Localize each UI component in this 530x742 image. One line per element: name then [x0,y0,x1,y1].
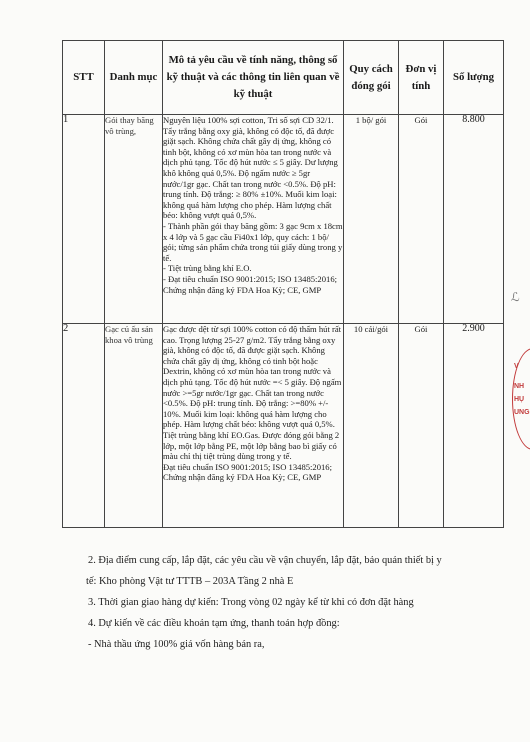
row-description: Gạc được dệt từ sợi 100% cotton có độ thấm hút rất cao. Trọng lượng 25-27 g/m2. Tẩy trắng bằng oxy già, không có độc tố, đã được giặt sạch. Không chứa chất gây dị ứng, không có tinh bột hoặc Dextrin, không có xơ mùn hòa tan trong nước và dịch phủ tạng. Tốc độ hút nước =< 5 giây. Độ ngấm nước >=5gr nước/1gr gạc. Chất tan trong nước <0.5%. Độ pH: trung tính. Độ trắng: >=80% +/- 10%. Muối kim loại: không quá hàm lượng cho phép. Hàm lượng chất béo: không vượt quá 0,5%. Tiệt trùng bằng khí EO.Gas. Được đóng gói bằng 2 lớp, một lớp bằng PE, một lớp bằng bao bì giấy có màu chỉ thị tiệt trùng dùng trong y tế. Đạt tiêu chuẩn ISO 9001:2015; ISO 13485:2016; Chứng nhận đăng ký FDA Hoa Kỳ; CE, GMP [163,324,344,528]
table-row [63,115,504,324]
row-unit: Gói [399,324,444,528]
header-packaging: Quy cách đóng gói [344,41,399,115]
row-quantity: 8.800 [444,115,504,324]
row-category: Gói thay băng vô trùng, [105,115,163,324]
notes-section [88,550,508,655]
row-quantity: 2.900 [444,324,504,528]
note-delivery-location: 2. Địa điểm cung cấp, lắp đặt, các yêu cầu về vận chuyển, lắp đặt, bảo quản thiết bị y [88,555,442,566]
header-category: Danh mục [105,41,163,115]
seal-text: UNG [514,409,530,416]
requirements-table [62,40,504,528]
header-stt: STT [63,41,105,115]
row-stt: 2 [63,324,105,528]
margin-mark-icon: ℒ [511,290,520,304]
table-row [63,324,504,528]
note-delivery-time: 3. Thời gian giao hàng dự kiến: Trong vòng 02 ngày kể từ khi có đơn đặt hàng [88,597,414,608]
table-header-row [63,41,504,115]
row-description: Nguyên liệu 100% sợi cotton, Tri số sợi CD 32/1. Tẩy trắng bằng oxy già, không có độc tố, đã được giặt sạch. Không chứa chất gây dị ứng, không có tinh bột, không có xơ mùn hòa tan trong nước và dịch phủ tạng. Tốc độ hút nước ≤ 5 giây. Dư lượng khô không quá 0,5%. Độ ngấm nước ≥ 5gr nước/1gr gạc. Chất tan trong nước <0.5%. Độ pH: trung tính. Độ trắng: ≥ 80% ±10%. Muối kim loại: không quá hàm lượng cho phép. Hàm lượng chất béo: không vượt quá 0,5%. - Thành phần gói thay băng gồm: 3 gạc 9cm x 18cm x 4 lớp và 5 gạc cầu Fi40x1 lớp, quy cách: 1 bộ/ gói; từng sản phẩm chứa trong túi giấy dùng trong y tế. - Tiệt trùng bằng khí E.O. - Đạt tiêu chuẩn ISO 9001:2015; ISO 13485:2016; Chứng nhận đăng ký FDA Hoa Kỳ; CE, GMP [163,115,344,324]
header-description: Mô tả yêu cầu về tính năng, thông số kỹ thuật và các thông tin liên quan về kỹ thuật [163,41,344,115]
seal-text: HỤ [514,396,525,403]
row-category: Gạc củ ấu sản khoa vô trùng [105,324,163,528]
row-unit: Gói [399,115,444,324]
header-quantity: Số lượng [444,41,504,115]
seal-text: V [514,363,519,370]
note-payment-terms: 4. Dự kiến về các điều khoản tạm ứng, thanh toán hợp đồng: [88,618,340,629]
header-unit: Đơn vị tính [399,41,444,115]
seal-text: NH [514,383,525,390]
note-advance-payment: - Nhà thầu ứng 100% giá vốn hàng bán ra, [88,639,265,650]
note-delivery-location-cont: tế: Kho phòng Vật tư TTTB – 203A Tầng 2 nhà E [86,576,294,587]
row-packaging: 1 bộ/ gói [344,115,399,324]
red-seal-stamp [508,340,530,460]
row-stt: 1 [63,115,105,324]
row-packaging: 10 cái/gói [344,324,399,528]
